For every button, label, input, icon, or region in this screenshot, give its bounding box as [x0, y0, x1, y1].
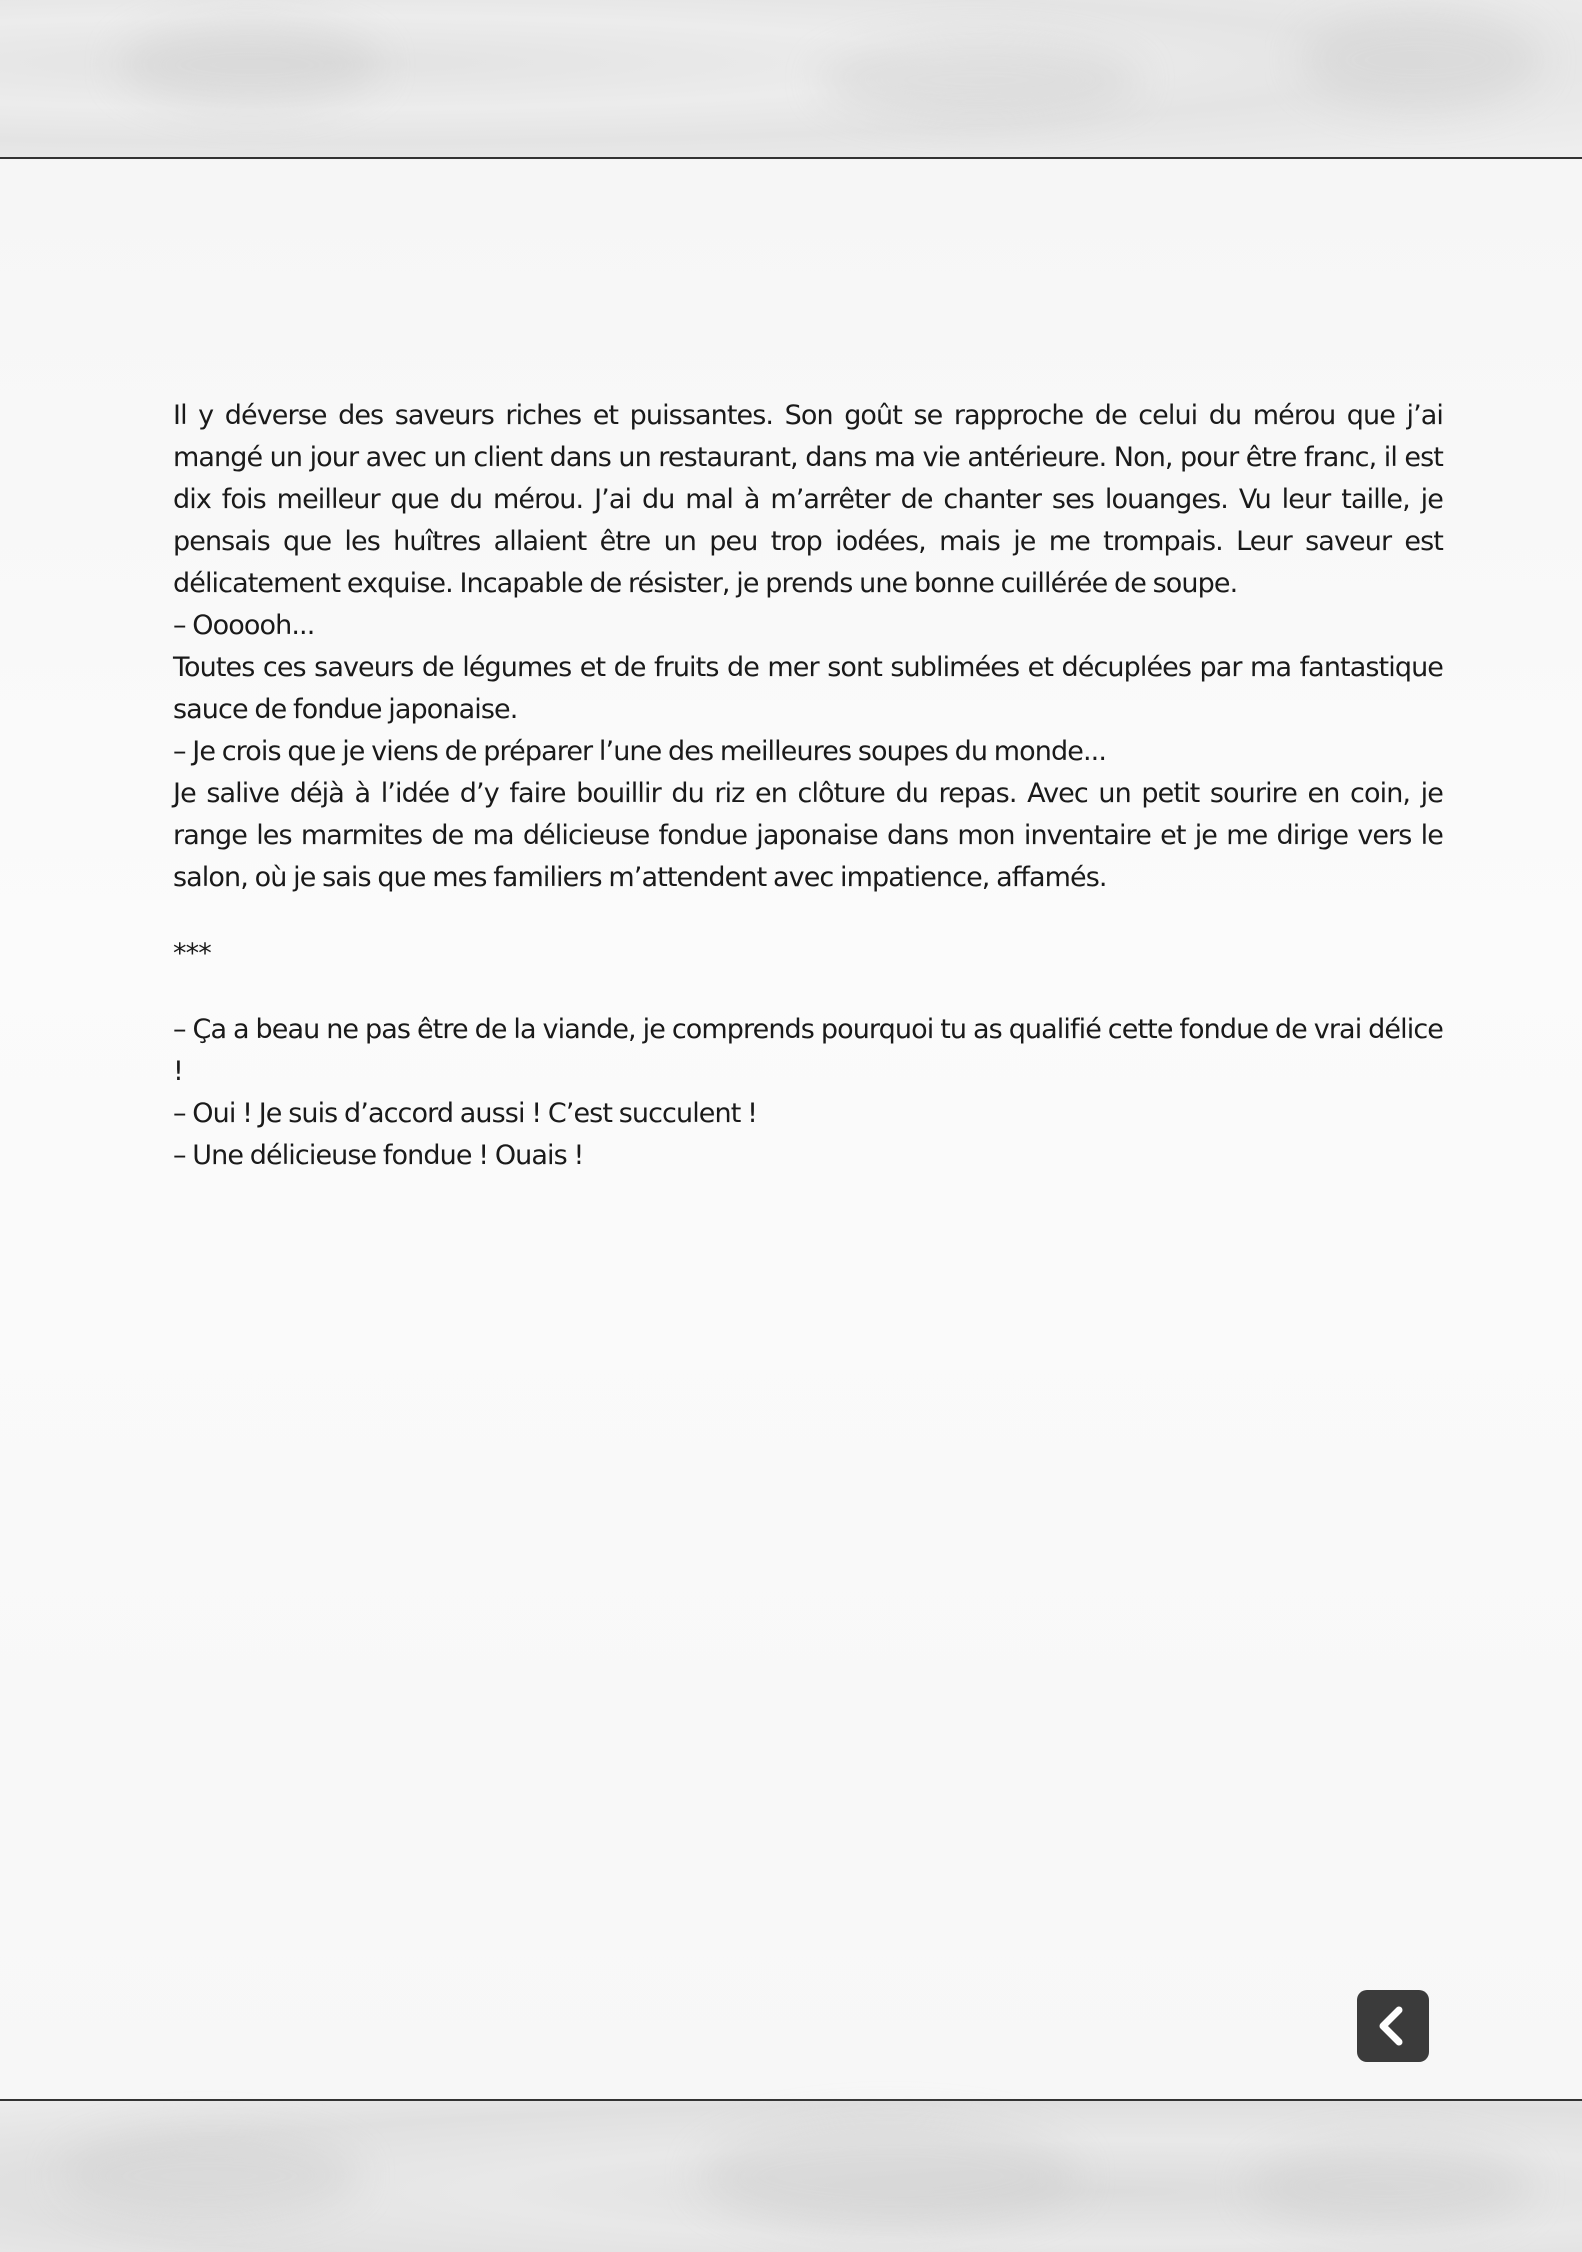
bottom-decorative-band	[0, 2099, 1582, 2252]
chevron-left-icon	[1371, 2004, 1415, 2048]
dialogue-line: – Une délicieuse fondue ! Ouais !	[173, 1140, 584, 1171]
paragraph: Toutes ces saveurs de légumes et de fruits de mer sont sublimées et décuplées par ma fantastique sauce de fondue japonaise.	[173, 652, 1443, 725]
texture-blot	[60, 2131, 360, 2221]
paragraph: Je salive déjà à l’idée d’y faire bouillir du riz en clôture du repas. Avec un petit sourire en coin, je range les marmites de ma délicieuse fondue japonaise dans mon inventaire et je me dirige vers le salon, où je sais que mes familiers m’attendent avec impatience, affamés.	[173, 778, 1443, 893]
dialogue-line: – Oui ! Je suis d’accord aussi ! C’est succulent !	[173, 1098, 758, 1129]
text-body	[173, 395, 1443, 1177]
paragraph: – Je crois que je viens de préparer l’une des meilleures soupes du monde...	[173, 736, 1107, 767]
back-button[interactable]	[1357, 1990, 1429, 2062]
dialogue-line: – Ça a beau ne pas être de la viande, je comprends pourquoi tu as qualifié cette fondue de vrai délice !	[173, 1014, 1443, 1087]
top-decorative-band	[0, 0, 1582, 159]
texture-blot	[820, 40, 1140, 120]
texture-blot	[120, 20, 380, 110]
texture-blot	[700, 2121, 1080, 2231]
scene-separator: ***	[173, 938, 211, 969]
paragraph: Il y déverse des saveurs riches et puissantes. Son goût se rapproche de celui du mérou que j’ai mangé un jour avec un client dans un restaurant, dans ma vie antérieure. Non, pour être franc, il est dix fois meilleur que du mérou. J’ai du mal à m’arrêter de chanter ses louanges. Vu leur taille, je pensais que les huîtres allaient être un peu trop iodées, mais je me trompais. Leur saveur est délicatement exquise. Incapable de résister, je prends une bonne cuillérée de soupe.	[173, 400, 1443, 599]
texture-blot	[1250, 2141, 1530, 2231]
texture-blot	[1300, 10, 1540, 110]
paragraph: – Oooooh...	[173, 610, 315, 641]
